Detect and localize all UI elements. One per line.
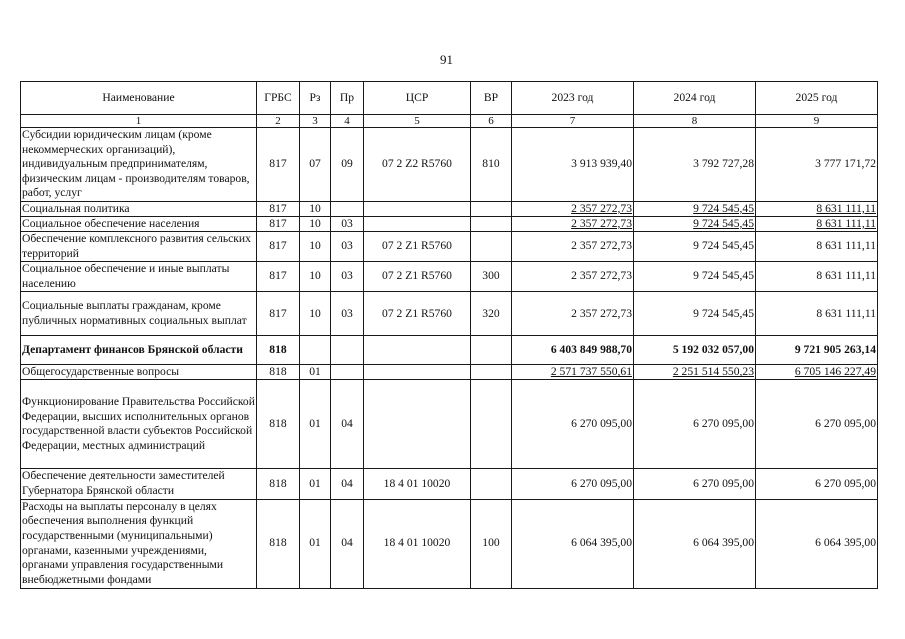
row-2024: 6 270 095,00 bbox=[634, 380, 756, 469]
table-row bbox=[21, 499, 878, 588]
row-2023: 6 064 395,00 bbox=[512, 499, 634, 588]
column-number: 7 bbox=[512, 115, 634, 128]
row-rz: 01 bbox=[300, 365, 331, 380]
column-number: 1 bbox=[21, 115, 257, 128]
row-vr: 320 bbox=[471, 292, 512, 336]
row-rz: 10 bbox=[300, 292, 331, 336]
page-number: 91 bbox=[440, 52, 453, 67]
row-2023 bbox=[512, 216, 634, 231]
row-csr bbox=[364, 201, 471, 216]
row-csr: 07 2 Z1 R5760 bbox=[364, 231, 471, 261]
column-number: 8 bbox=[634, 115, 756, 128]
row-2024: 6 064 395,00 bbox=[634, 499, 756, 588]
row-csr: 07 2 Z1 R5760 bbox=[364, 292, 471, 336]
row-name: Расходы на выплаты персоналу в целях обеспечения выполнения функций государственными (муниципальными) органами, казенными учреждениями, органами управления государственными внебюджетными фондами bbox=[21, 499, 257, 588]
row-pr: 04 bbox=[331, 380, 364, 469]
row-name: Социальное обеспечение населения bbox=[21, 216, 257, 231]
row-2025: 6 064 395,00 bbox=[756, 499, 878, 588]
row-vr: 300 bbox=[471, 262, 512, 292]
row-2025: 6 270 095,00 bbox=[756, 380, 878, 469]
row-name: Социальная политика bbox=[21, 201, 257, 216]
row-2025 bbox=[756, 365, 878, 380]
row-2023 bbox=[512, 365, 634, 380]
row-rz: 10 bbox=[300, 262, 331, 292]
row-name: Функционирование Правительства Российской Федерации, высших исполнительных органов государственной власти субъектов Российской Федерации, местных администраций bbox=[21, 380, 257, 469]
row-vr bbox=[471, 231, 512, 261]
table-row bbox=[21, 231, 878, 261]
row-name: Обеспечение комплексного развития сельских территорий bbox=[21, 231, 257, 261]
header-row bbox=[21, 82, 878, 115]
row-grbs: 817 bbox=[257, 216, 300, 231]
amount-2025: 8 631 111,11 bbox=[816, 216, 876, 230]
row-pr: 09 bbox=[331, 128, 364, 202]
table-row bbox=[21, 380, 878, 469]
row-pr: 04 bbox=[331, 499, 364, 588]
row-rz: 01 bbox=[300, 469, 331, 499]
column-number: 9 bbox=[756, 115, 878, 128]
column-number: 2 bbox=[257, 115, 300, 128]
row-2024: 9 724 545,45 bbox=[634, 292, 756, 336]
row-grbs: 818 bbox=[257, 469, 300, 499]
row-2024 bbox=[634, 365, 756, 380]
row-rz: 01 bbox=[300, 499, 331, 588]
row-rz: 10 bbox=[300, 231, 331, 261]
table-row bbox=[21, 201, 878, 216]
row-vr bbox=[471, 469, 512, 499]
budget-table bbox=[20, 81, 878, 589]
row-name: Обеспечение деятельности заместителей Губернатора Брянской области bbox=[21, 469, 257, 499]
row-pr bbox=[331, 336, 364, 365]
col-header-2024: 2024 год bbox=[634, 82, 756, 115]
row-csr bbox=[364, 380, 471, 469]
row-grbs: 818 bbox=[257, 336, 300, 365]
col-header-name: Наименование bbox=[21, 82, 257, 115]
row-grbs: 818 bbox=[257, 499, 300, 588]
row-vr bbox=[471, 365, 512, 380]
row-csr bbox=[364, 365, 471, 380]
row-pr: 03 bbox=[331, 262, 364, 292]
row-grbs: 818 bbox=[257, 365, 300, 380]
row-rz: 07 bbox=[300, 128, 331, 202]
row-2025: 8 631 111,11 bbox=[756, 262, 878, 292]
row-2025: 6 270 095,00 bbox=[756, 469, 878, 499]
row-2024 bbox=[634, 216, 756, 231]
row-rz: 01 bbox=[300, 380, 331, 469]
row-2023: 3 913 939,40 bbox=[512, 128, 634, 202]
table-row bbox=[21, 292, 878, 336]
row-vr: 810 bbox=[471, 128, 512, 202]
row-name: Общегосударственные вопросы bbox=[21, 365, 257, 380]
row-name: Социальное обеспечение и иные выплаты населению bbox=[21, 262, 257, 292]
row-2023: 6 270 095,00 bbox=[512, 469, 634, 499]
row-2023 bbox=[512, 201, 634, 216]
row-grbs: 817 bbox=[257, 128, 300, 202]
row-csr: 18 4 01 10020 bbox=[364, 499, 471, 588]
row-name: Департамент финансов Брянской области bbox=[21, 336, 257, 365]
row-2024: 5 192 032 057,00 bbox=[634, 336, 756, 365]
table-row bbox=[21, 128, 878, 202]
row-csr: 07 2 Z2 R5760 bbox=[364, 128, 471, 202]
row-grbs: 817 bbox=[257, 262, 300, 292]
row-csr: 18 4 01 10020 bbox=[364, 469, 471, 499]
row-2023: 2 357 272,73 bbox=[512, 262, 634, 292]
amount-2024: 2 251 514 550,23 bbox=[672, 365, 754, 379]
column-number-row bbox=[21, 115, 878, 128]
row-vr bbox=[471, 380, 512, 469]
row-2024: 6 270 095,00 bbox=[634, 469, 756, 499]
amount-2025: 6 705 146 227,49 bbox=[794, 365, 876, 379]
row-rz: 10 bbox=[300, 216, 331, 231]
row-csr bbox=[364, 336, 471, 365]
row-vr bbox=[471, 201, 512, 216]
table-row bbox=[21, 262, 878, 292]
row-2024: 9 724 545,45 bbox=[634, 231, 756, 261]
table-row bbox=[21, 469, 878, 499]
row-rz bbox=[300, 336, 331, 365]
column-number: 6 bbox=[471, 115, 512, 128]
row-grbs: 817 bbox=[257, 201, 300, 216]
row-pr: 03 bbox=[331, 292, 364, 336]
row-2025 bbox=[756, 201, 878, 216]
col-header-2025: 2025 год bbox=[756, 82, 878, 115]
column-number: 5 bbox=[364, 115, 471, 128]
row-csr: 07 2 Z1 R5760 bbox=[364, 262, 471, 292]
row-pr: 03 bbox=[331, 216, 364, 231]
amount-2023: 2 357 272,73 bbox=[571, 201, 632, 215]
row-name: Субсидии юридическим лицам (кроме некоммерческих организаций), индивидуальным предпринимателям, физическим лицам - производителям товаров, работ, услуг bbox=[21, 128, 257, 202]
amount-2023: 2 571 737 550,61 bbox=[550, 365, 632, 379]
table-row bbox=[21, 216, 878, 231]
row-2023: 2 357 272,73 bbox=[512, 231, 634, 261]
row-2024: 9 724 545,45 bbox=[634, 262, 756, 292]
row-2023: 6 270 095,00 bbox=[512, 380, 634, 469]
row-vr bbox=[471, 336, 512, 365]
amount-2025: 8 631 111,11 bbox=[816, 201, 876, 215]
row-csr bbox=[364, 216, 471, 231]
col-header-2023: 2023 год bbox=[512, 82, 634, 115]
column-number: 4 bbox=[331, 115, 364, 128]
row-2025: 8 631 111,11 bbox=[756, 292, 878, 336]
row-vr bbox=[471, 216, 512, 231]
col-header-csr: ЦСР bbox=[364, 82, 471, 115]
row-2025: 9 721 905 263,14 bbox=[756, 336, 878, 365]
row-pr bbox=[331, 365, 364, 380]
row-grbs: 817 bbox=[257, 231, 300, 261]
row-2023: 6 403 849 988,70 bbox=[512, 336, 634, 365]
row-2025: 3 777 171,72 bbox=[756, 128, 878, 202]
col-header-rz: Рз bbox=[300, 82, 331, 115]
col-header-vr: ВР bbox=[471, 82, 512, 115]
col-header-pr: Пр bbox=[331, 82, 364, 115]
row-2025 bbox=[756, 216, 878, 231]
column-number: 3 bbox=[300, 115, 331, 128]
amount-2024: 9 724 545,45 bbox=[693, 201, 754, 215]
row-2023: 2 357 272,73 bbox=[512, 292, 634, 336]
table-row bbox=[21, 336, 878, 365]
col-header-grbs: ГРБС bbox=[257, 82, 300, 115]
row-2025: 8 631 111,11 bbox=[756, 231, 878, 261]
row-grbs: 818 bbox=[257, 380, 300, 469]
row-pr: 03 bbox=[331, 231, 364, 261]
row-2024: 3 792 727,28 bbox=[634, 128, 756, 202]
row-2024 bbox=[634, 201, 756, 216]
amount-2023: 2 357 272,73 bbox=[571, 216, 632, 230]
row-vr: 100 bbox=[471, 499, 512, 588]
row-pr: 04 bbox=[331, 469, 364, 499]
row-grbs: 817 bbox=[257, 292, 300, 336]
table-row bbox=[21, 365, 878, 380]
amount-2024: 9 724 545,45 bbox=[693, 216, 754, 230]
row-name: Социальные выплаты гражданам, кроме публичных нормативных социальных выплат bbox=[21, 292, 257, 336]
row-rz: 10 bbox=[300, 201, 331, 216]
row-pr bbox=[331, 201, 364, 216]
